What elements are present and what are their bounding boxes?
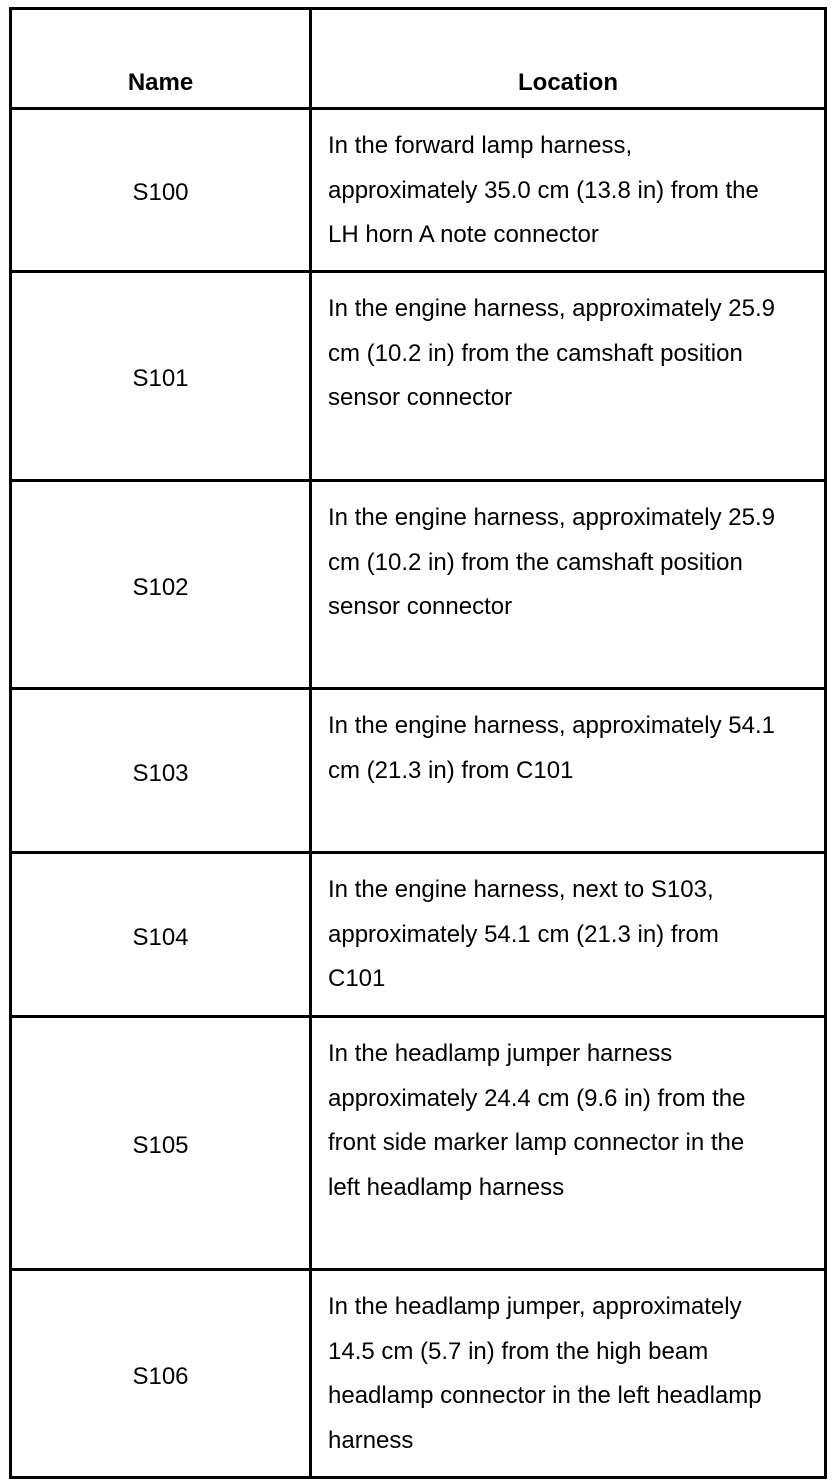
splice-name-cell: S104 — [11, 853, 311, 1017]
splice-name-cell: S100 — [11, 109, 311, 272]
splice-name-cell: S101 — [11, 272, 311, 481]
table-row — [11, 481, 826, 689]
splice-name-cell: S103 — [11, 689, 311, 853]
table-row — [11, 109, 826, 272]
column-header-location: Location — [311, 9, 826, 109]
splice-location-cell: In the engine harness, approximately 25.9 cm (10.2 in) from the camshaft position sensor connector — [311, 272, 826, 481]
splice-location-cell: In the forward lamp harness, approximately 35.0 cm (13.8 in) from the LH horn A note connector — [311, 109, 826, 272]
table-header-row — [11, 9, 826, 109]
table-row — [11, 853, 826, 1017]
splice-location-cell: In the engine harness, next to S103, approximately 54.1 cm (21.3 in) from C101 — [311, 853, 826, 1017]
column-header-name: Name — [11, 9, 311, 109]
splice-location-cell: In the engine harness, approximately 25.9 cm (10.2 in) from the camshaft position sensor connector — [311, 481, 826, 689]
splice-name-cell: S106 — [11, 1270, 311, 1478]
table-row — [11, 689, 826, 853]
splice-name-cell: S102 — [11, 481, 311, 689]
table-row — [11, 1017, 826, 1270]
splice-location-cell: In the headlamp jumper harness approximately 24.4 cm (9.6 in) from the front side marker lamp connector in the left headlamp harness — [311, 1017, 826, 1270]
splice-location-cell: In the engine harness, approximately 54.1 cm (21.3 in) from C101 — [311, 689, 826, 853]
splice-name-cell: S105 — [11, 1017, 311, 1270]
table-row — [11, 1270, 826, 1478]
splice-location-cell: In the headlamp jumper, approximately 14.5 cm (5.7 in) from the high beam headlamp connector in the left headlamp harness — [311, 1270, 826, 1478]
splice-location-table — [9, 7, 827, 1479]
table-row — [11, 272, 826, 481]
